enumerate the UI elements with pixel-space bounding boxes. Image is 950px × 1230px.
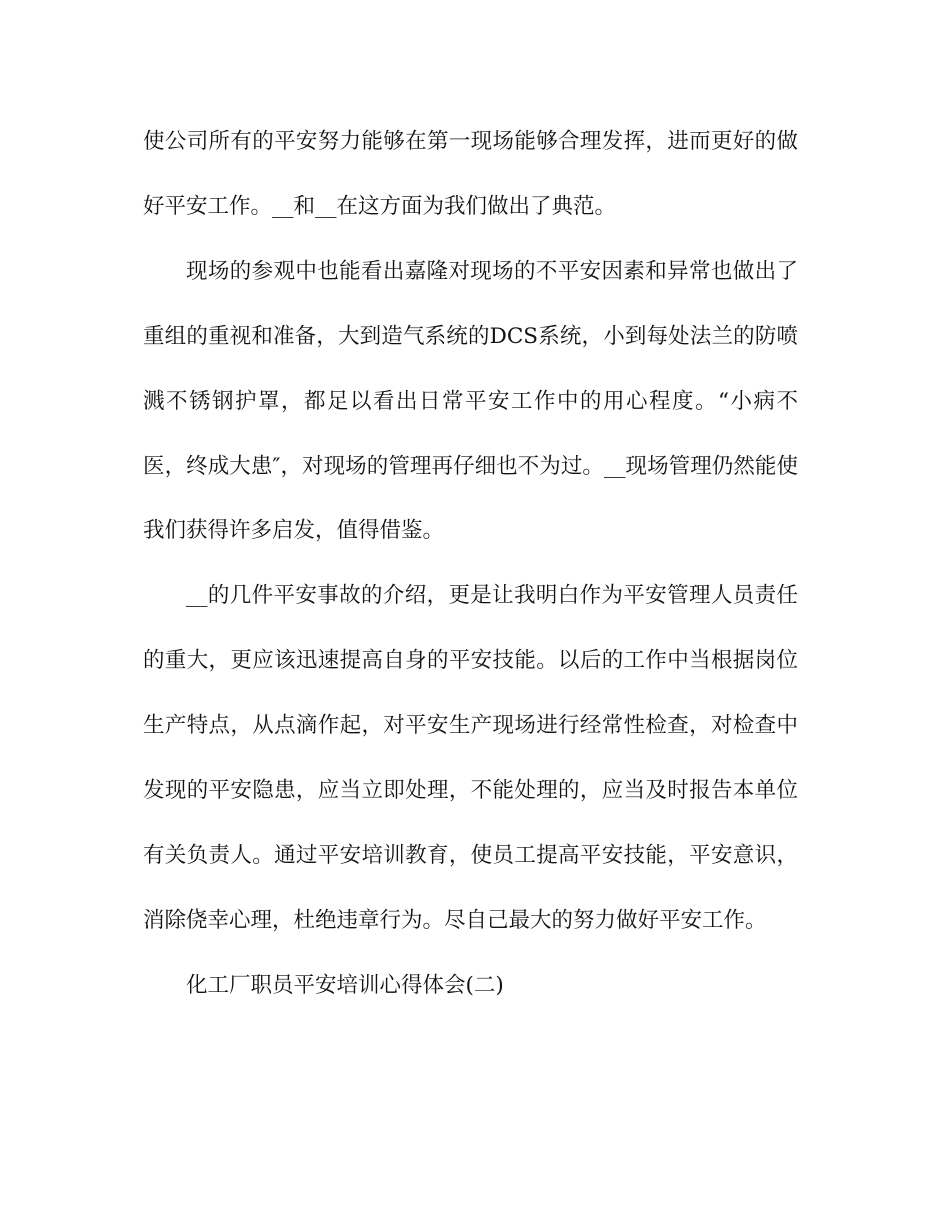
section-title: 化工厂职员平安培训心得体会(二) — [186, 972, 504, 998]
paragraph-accident-lessons: __的几件平安事故的介绍，更是让我明白作为平安管理人员责任的重大，更应该迅速提高自身的平安技能。以后的工作中当根据岗位生产特点，从点滴作起，对平安生产现场进行经常性检查，对检查中发现的平安隐患，应当立即处理，不能处理的，应当及时报告本单位有关负责人。通过平安培训教育，使员工提高平安技能，平安意识，消除侥幸心理，杜绝违章行为。尽自己最大的努力做好平安工作。 — [143, 583, 798, 933]
document-body — [143, 110, 798, 1019]
paragraph-continuation: 使公司所有的平安努力能够在第一现场能够合理发挥，进而更好的做好平安工作。__和__在这方面为我们做出了典范。 — [143, 129, 798, 219]
paragraph-site-visit: 现场的参观中也能看出嘉隆对现场的不平安因素和异常也做出了重组的重视和准备，大到造气系统的DCS系统，小到每处法兰的防喷溅不锈钢护罩，都足以看出日常平安工作中的用心程度。“小病不医，终成大患″，对现场的管理再仔细也不为过。__现场管理仍然能使我们获得许多启发，值得借鉴。 — [143, 258, 798, 544]
